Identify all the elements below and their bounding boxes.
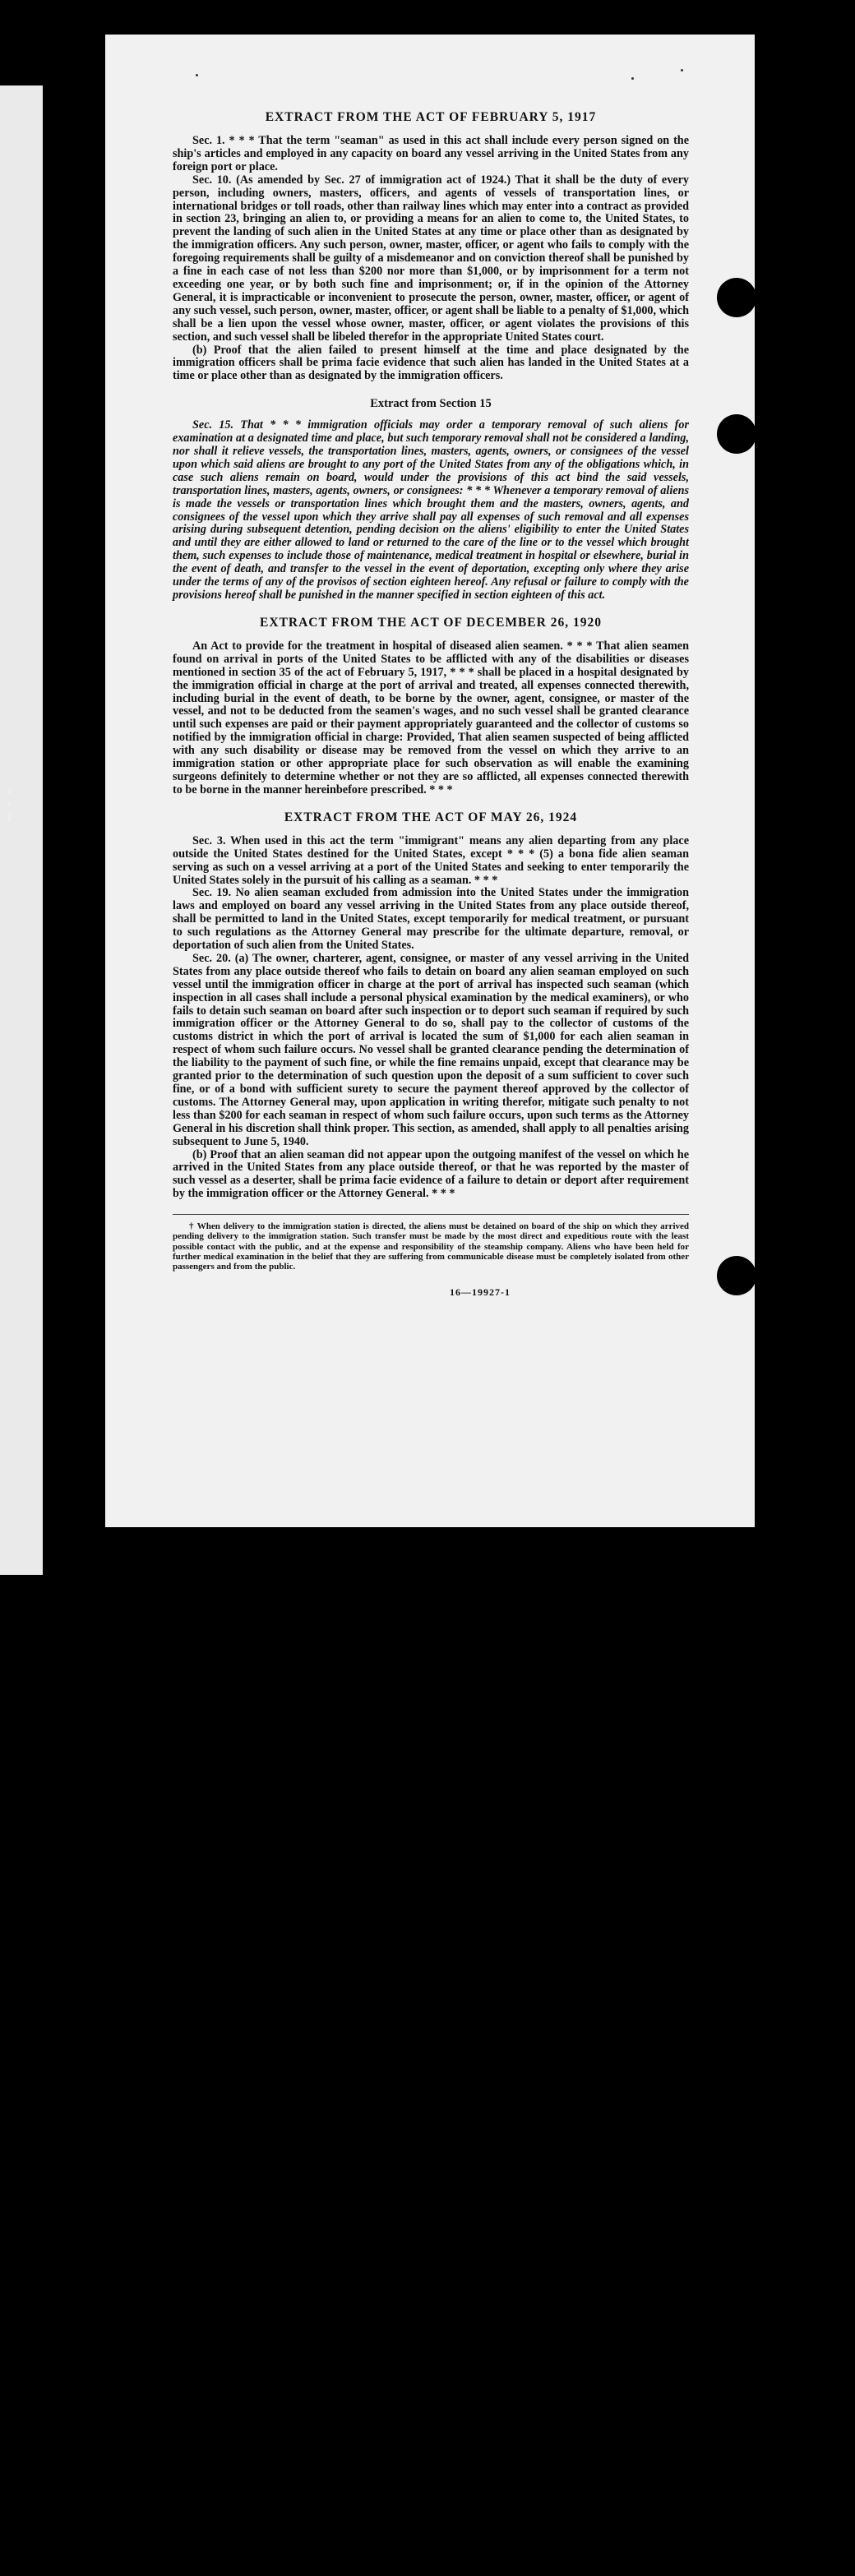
punch-hole	[717, 414, 755, 454]
section-heading: EXTRACT FROM THE ACT OF DECEMBER 26, 1920	[260, 615, 602, 630]
paragraph: (b) Proof that an alien seaman did not appear upon the outgoing manifest of the vessel on which he arrived in the United States from any place outside thereof, or that he was reported by the master of such vessel as a deserter, shall be prima facie evidence of a failure to detain or deport after requirement by the immigration officer or the Attorney General. * * *	[173, 1147, 689, 1201]
paragraph: An Act to provide for the treatment in hospital of diseased alien seamen. * * * That alien seamen found on arrival in ports of the United States to be afflicted with any of the disabilities or diseases mentioned in section 35 of the act of February 5, 1917, * * * shall be placed in a hospital designated by the immigration official in charge at the port of arrival and treated, all expenses connected therewith, including burial in the event of death, to be borne by the owner, agent, consignee, or master of the vessel, and not to be deducted from the seamen's wages, and no such vessel shall be granted clearance until such expenses are paid or their payment appropriately guaranteed and the collector of customs so notified by the immigration official in charge: Provided, That alien seamen suspected of being afflicted with any such disability or disease may be removed from the vessel on which they arrive to an immigration station or other appropriate place for such observation as will enable the examining surgeons definitely to determine whether or not they are so afflicted, all expenses connected therewith to be borne in the manner hereinbefore prescribed. * * *	[173, 639, 689, 796]
speck	[196, 74, 198, 76]
paragraph: Sec. 10. (As amended by Sec. 27 of immigration act of 1924.) That it shall be the duty of every person, including owners, masters, officers, and agents of vessels of transportation lines, or international bridges or toll roads, other than railway lines which may enter into a contract as provided in section 23, bringing an alien to, or providing a means for an alien to come to, the United States, to prevent the landing of such alien in the United States at any time or place other than as designated by the immigration officers. Any such person, owner, master, officer, or agent who fails to comply with the foregoing requirements shall be guilty of a misdemeanor and on conviction thereof shall be punished by a fine in each case of not less than $200 nor more than $1,000, or by imprisonment for a term not exceeding one year, or by both such fine and imprisonment; or, if in the opinion of the Attorney General, it is impracticable or inconvenient to prosecute the person, owner, master, officer, or agent of any such vessel, such person, owner, master, officer, or agent shall be liable to a penalty of $1,000, which shall be a lien upon the vessel whose owner, master, officer, or agent violates the provisions of this section, and such vessel shall be libeled therefor in the appropriate United States court.	[173, 173, 689, 344]
edge-mark	[8, 802, 11, 807]
paragraph: (b) Proof that the alien failed to present himself at the time and place designated by the immigration officers shall be prima facie evidence that such alien has landed in the United States at a time or place other than as designated by the immigration officers.	[173, 343, 689, 383]
section-subheading: Extract from Section 15	[370, 397, 492, 411]
paragraph: Sec. 19. No alien seaman excluded from admission into the United States under the immigration laws and employed on board any vessel arriving in the United States from any place outside thereof, shall be permitted to land in the United States, except temporarily for medical treatment, or pursuant to such regulations as the Attorney General may prescribe for the ultimate departure, removal, or deportation of such alien from the United States.	[173, 886, 689, 953]
paragraph: Sec. 1. * * * That the term "seaman" as used in this act shall include every person signed on the ship's articles and employed in any capacity on board any vessel arriving in the United States from any foreign port or place.	[173, 134, 689, 173]
adjacent-page-strip	[0, 85, 43, 1575]
section-extract-15	[173, 396, 689, 602]
speck	[681, 69, 683, 72]
section-heading: EXTRACT FROM THE ACT OF MAY 26, 1924	[284, 810, 578, 824]
punch-hole	[717, 1256, 755, 1295]
footnote: † When delivery to the immigration station is directed, the aliens must be detained on board of the ship on which they arrived pending delivery to the immigration station. Such transfer must be made by the most direct and expeditious route with the least possible contact with the public, and at the expense and responsibility of the steamship company. Aliens who have been held for further medical examination in the belief that they are suffering from communicable disease must be completely isolated from other passengers and from the public.	[173, 1214, 689, 1272]
edge-mark	[8, 789, 11, 794]
section-heading: EXTRACT FROM THE ACT OF FEBRUARY 5, 1917	[265, 110, 597, 124]
document-page	[105, 35, 755, 1527]
paragraph: Sec. 3. When used in this act the term "immigrant" means any alien departing from any place outside the United States destined for the United States, except * * * (5) a bona fide alien seaman serving as such on a vessel arriving at a port of the United States and seeking to enter temporarily the United States solely in the pursuit of his calling as a seaman. * * *	[173, 833, 689, 887]
section-act-1920	[173, 616, 689, 797]
edge-mark	[8, 814, 11, 822]
section-act-1924	[173, 810, 689, 1201]
page-identifier: 16—19927-1	[450, 1286, 511, 1299]
punch-hole	[717, 278, 755, 317]
speck	[631, 77, 634, 80]
section-act-1917	[173, 110, 689, 383]
paragraph: Sec. 20. (a) The owner, charterer, agent, consignee, or master of any vessel arriving in the United States from any place outside thereof who fails to detain on board any alien seaman employed on such vessel until the immigration officer in charge at the port of arrival has inspected such seaman (which inspection in all cases shall include a personal physical examination by the medical examiners), or who fails to detain such seaman on board after such inspection or to deport such seaman if required by such immigration officer or the Attorney General to do so, shall pay to the collector of customs of the customs district in which the port of arrival is located the sum of $1,000 for each alien seaman in respect of whom such failure occurs. No vessel shall be granted clearance pending the determination of the liability to the payment of such fine, or while the fine remains unpaid, except that clearance may be granted prior to the determination of such question upon the deposit of a sum sufficient to cover such fine, or of a bond with sufficient surety to secure the payment thereof approved by the collector of customs. The Attorney General may, upon application in writing therefor, mitigate such penalty to not less than $200 for each seaman in respect of whom such failure occurs, upon such terms as the Attorney General in his discretion shall think proper. This section, as amended, shall apply to all penalties arising subsequent to June 5, 1940.	[173, 951, 689, 1148]
paragraph: Sec. 15. That * * * immigration officials may order a temporary removal of such aliens for examination at a designated time and place, but such temporary removal shall not be considered a landing, nor shall it relieve vessels, the transportation lines, masters, agents, owners, or consignees of the vessel upon which said aliens are brought to any port of the United States from any of the obligations which, in case such aliens remain on board, would under the provisions of this act bind the said vessels, transportation lines, masters, agents, owners, or consignees: * * * Whenever a temporary removal of aliens is made the vessels or transportation lines which brought them and the masters, owners, agents, and consignees of the vessel upon which they arrive shall pay all expenses of such removal and all expenses arising during subsequent detention, pending decision on the aliens' eligibility to enter the United States and until they are either allowed to land or returned to the care of the line or to the vessel which brought them, such expenses to include those of maintenance, medical treatment in hospital or elsewhere, burial in the event of death, and transfer to the vessel in the event of deportation, excepting only where they arise under the terms of any of the provisos of section eighteen hereof. Any refusal or failure to comply with the provisions hereof shall be punished in the manner specified in section eighteen of this act.	[173, 418, 689, 602]
